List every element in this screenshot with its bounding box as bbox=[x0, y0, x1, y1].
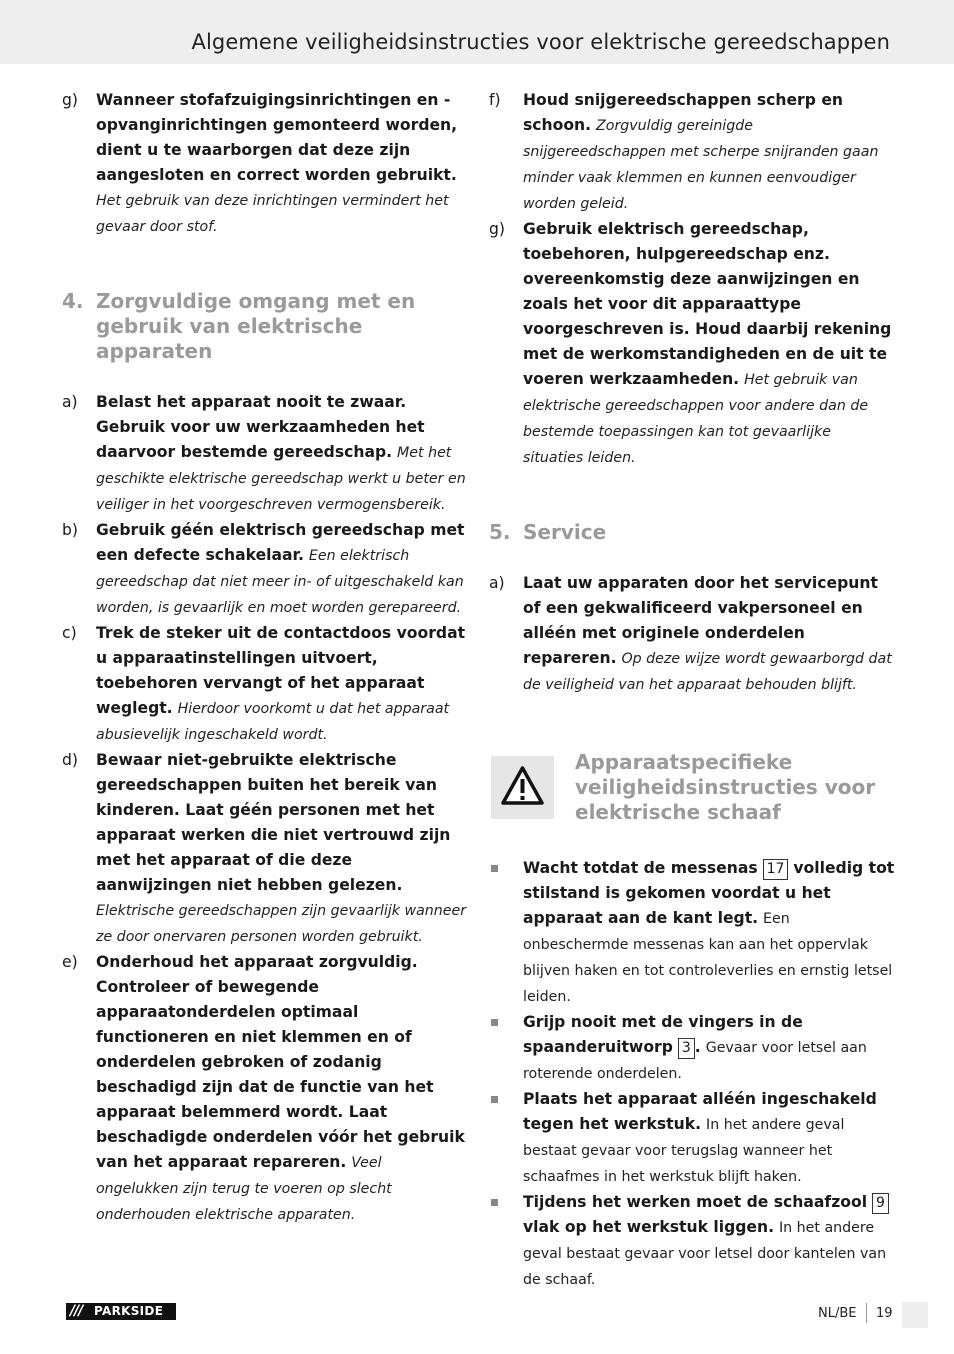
instruction-item bbox=[62, 88, 468, 240]
section-number: 4. bbox=[62, 289, 84, 313]
instruction-item bbox=[62, 950, 468, 1228]
item-text: Veel ongelukken zijn terug te voeren op slecht onderhouden elektrische apparaten. bbox=[96, 1155, 392, 1223]
logo-slashes-icon: /// bbox=[70, 1303, 83, 1319]
instruction-item bbox=[489, 88, 895, 217]
item-bold-text: Trek de steker uit de contactdoos voordat u apparaatinstellingen uitvoert, toebehoren vervangt of het apparaat weglegt. bbox=[96, 624, 466, 717]
right-column bbox=[489, 88, 895, 1293]
instruction-item bbox=[62, 518, 468, 621]
item-text: In het andere geval bestaat gevaar voor letsel door kantelen van de schaaf. bbox=[523, 1220, 887, 1288]
instruction-item bbox=[489, 571, 895, 698]
footer-divider bbox=[866, 1303, 867, 1323]
page-number: 19 bbox=[876, 1306, 893, 1321]
instruction-item bbox=[62, 621, 468, 748]
section-number: 5. bbox=[489, 520, 511, 544]
warning-title: Apparaatspecifieke veiligheidsinstructies voor elektrische schaaf bbox=[575, 750, 876, 824]
instruction-item bbox=[62, 390, 468, 518]
item-text: Zorgvuldig gereinigde snijgereedschappen met scherpe snijranden gaan minder vaak klemmen en kunnen eenvoudiger worden geleid. bbox=[523, 118, 879, 212]
item-bold-text: Onderhoud het apparaat zorgvuldig. Controleer of bewegende apparaatonderdelen optimaal functioneren en niet klemmen en of onderdelen gebroken of zodanig beschadigd zijn dat de functie van het apparaat belemmerd wordt. Laat beschadigde onderdelen vóór het gebruik van het apparaat repareren. bbox=[96, 953, 465, 1171]
item-bold-text: volledig tot stilstand is gekomen voordat u het apparaat aan de kant legt. bbox=[523, 859, 895, 927]
item-text: In het andere geval bestaat gevaar voor terugslag wanneer het schaafmes in het werkstuk blijft haken. bbox=[523, 1117, 845, 1185]
logo-brand-text: PARKSIDE bbox=[94, 1304, 164, 1318]
item-bold-text: Gebruik géén elektrisch gereedschap met een defecte schakelaar. bbox=[96, 521, 465, 564]
section-title: Zorgvuldige omgang met en gebruik van elektrische apparaten bbox=[96, 289, 416, 363]
footer-language: NL/BE bbox=[818, 1306, 857, 1321]
item-bold-text: Gebruik elektrisch gereedschap, toebehoren, hulpgereedschap enz. overeenkomstig deze aanwijzingen en zoals het voor dit apparaattype voorgeschreven is. Houd daarbij rekening met de werkomstandigheden en de uit te voeren werkzaamheden. bbox=[523, 220, 892, 388]
item-marker: b) bbox=[62, 521, 78, 539]
item-marker: f) bbox=[489, 91, 501, 109]
page-header-title: Algemene veiligheidsinstructies voor elektrische gereedschappen bbox=[191, 30, 890, 54]
item-text: Elektrische gereedschappen zijn gevaarlijk wanneer ze door onervaren personen worden gebruikt. bbox=[96, 903, 467, 945]
item-bold-text: Houd snijgereedschappen scherp en schoon. bbox=[523, 91, 844, 134]
item-text: Het gebruik van deze inrichtingen vermindert het gevaar door stof. bbox=[96, 193, 449, 235]
item-text: Met het geschikte elektrische gereedschap werkt u beter en veiliger in het voorgeschreven vermogensbereik. bbox=[96, 445, 466, 513]
item-marker: a) bbox=[489, 574, 505, 592]
item-text: Het gebruik van elektrische gereedschappen voor andere dan de bestemde toepassingen kan tot gevaarlijke situaties leiden. bbox=[523, 372, 869, 466]
item-marker: g) bbox=[62, 91, 78, 109]
instruction-item bbox=[489, 217, 895, 471]
part-reference: 9 bbox=[872, 1193, 889, 1214]
item-text: Hierdoor voorkomt u dat het apparaat abusievelijk ingeschakeld wordt. bbox=[96, 701, 450, 743]
item-bold-text: Plaats het apparaat alléén ingeschakeld tegen het werkstuk. bbox=[523, 1090, 877, 1133]
item-bold-text: Grijp nooit met de vingers in de spaanderuitworp bbox=[523, 1013, 803, 1056]
bullet-item bbox=[489, 856, 895, 1010]
item-list bbox=[62, 390, 468, 1228]
bullet-list bbox=[489, 856, 895, 1293]
bullet-marker bbox=[491, 865, 498, 872]
item-bold-text: Wanneer stofafzuigingsinrichtingen en -opvanginrichtingen gemonteerd worden, dient u te waarborgen dat deze zijn aangesloten en correct worden gebruikt. bbox=[96, 91, 458, 184]
page-header bbox=[0, 0, 954, 64]
item-bold-text: Laat uw apparaten door het servicepunt of een gekwalificeerd vakpersoneel en alléén met originele onderdelen repareren. bbox=[523, 574, 878, 667]
bullet-marker bbox=[491, 1096, 498, 1103]
item-marker: c) bbox=[62, 624, 77, 642]
item-bold-text: Bewaar niet-gebruikte elektrische gereedschappen buiten het bereik van kinderen. Laat géén personen met het apparaat werken die niet vertrouwd zijn met het apparaat of die deze aanwijzingen niet hebben gelezen. bbox=[96, 751, 451, 894]
warning-icon bbox=[491, 756, 554, 819]
item-bold-text: Tijdens het werken moet de schaafzool bbox=[523, 1193, 868, 1211]
bullet-item bbox=[489, 1010, 895, 1087]
item-marker: a) bbox=[62, 393, 78, 411]
item-marker: e) bbox=[62, 953, 78, 971]
item-text: Gevaar voor letsel aan roterende onderdelen. bbox=[523, 1040, 867, 1082]
part-reference: 3 bbox=[678, 1038, 695, 1059]
instruction-item bbox=[62, 748, 468, 950]
item-marker: d) bbox=[62, 751, 78, 769]
section-heading bbox=[62, 289, 468, 364]
item-bold-text: Wacht totdat de messenas bbox=[523, 859, 758, 877]
item-text: Een onbeschermde messenas kan aan het oppervlak blijven haken en tot controleverlies en ernstig letsel leiden. bbox=[523, 911, 893, 1005]
bullet-item bbox=[489, 1087, 895, 1190]
item-bold-text: Belast het apparaat nooit te zwaar. Gebruik voor uw werkzaamheden het daarvoor bestemde gereedschap. bbox=[96, 393, 425, 461]
warning-heading bbox=[489, 750, 895, 826]
bullet-marker bbox=[491, 1199, 498, 1206]
footer-tab bbox=[902, 1302, 928, 1328]
item-text: Een elektrisch gereedschap dat niet meer in- of uitgeschakeld kan worden, is gevaarlijk en moet worden gerepareerd. bbox=[96, 548, 464, 616]
left-column bbox=[62, 88, 468, 1228]
section-title: Service bbox=[523, 520, 607, 544]
part-reference: 17 bbox=[763, 859, 789, 880]
bullet-item bbox=[489, 1190, 895, 1293]
item-text: Op deze wijze wordt gewaarborgd dat de veiligheid van het apparaat behouden blijft. bbox=[523, 651, 892, 693]
item-bold-text: vlak op het werkstuk liggen. bbox=[523, 1218, 774, 1236]
section-heading bbox=[489, 520, 895, 545]
parkside-logo bbox=[66, 1303, 176, 1320]
bullet-marker bbox=[491, 1019, 498, 1026]
item-marker: g) bbox=[489, 220, 505, 238]
item-bold-text: . bbox=[694, 1038, 701, 1056]
